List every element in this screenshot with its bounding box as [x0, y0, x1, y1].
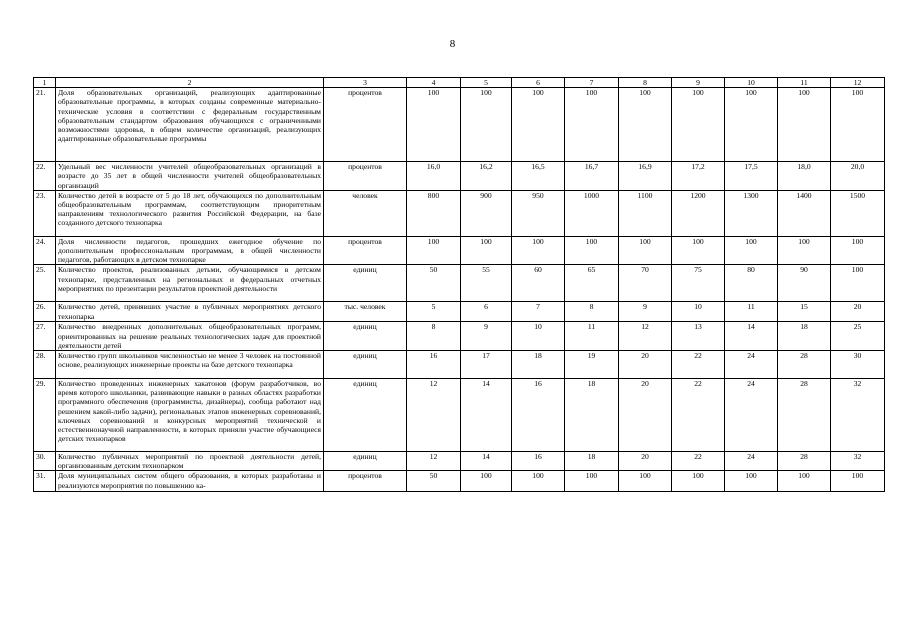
value-cell: 11: [565, 322, 619, 351]
value-cell: 28: [778, 379, 831, 452]
value-cell: 16: [407, 351, 461, 379]
indicator-name: Количество публичных мероприятий по проектной деятельности детей, организованным детским технопарком: [56, 452, 324, 471]
indicator-table: [33, 77, 885, 492]
value-cell: 100: [461, 236, 512, 265]
value-cell: 1000: [565, 190, 619, 236]
value-cell: 1300: [725, 190, 778, 236]
row-number: 28.: [34, 351, 56, 379]
value-cell: 100: [831, 265, 885, 302]
table-row: [34, 302, 885, 322]
value-cell: 32: [831, 379, 885, 452]
header-cell: 11: [778, 78, 831, 88]
header-cell: 10: [725, 78, 778, 88]
value-cell: 100: [407, 236, 461, 265]
value-cell: 18: [565, 379, 619, 452]
value-cell: 16,5: [512, 162, 565, 191]
value-cell: 15: [778, 302, 831, 322]
value-cell: 7: [512, 302, 565, 322]
header-cell: 5: [461, 78, 512, 88]
header-cell: 6: [512, 78, 565, 88]
value-cell: 12: [407, 379, 461, 452]
value-cell: 950: [512, 190, 565, 236]
value-cell: 6: [461, 302, 512, 322]
value-cell: 16,9: [619, 162, 672, 191]
value-cell: 20: [619, 452, 672, 471]
value-cell: 55: [461, 265, 512, 302]
table-row: [34, 452, 885, 471]
table-row: [34, 162, 885, 191]
value-cell: 16,2: [461, 162, 512, 191]
value-cell: 17,5: [725, 162, 778, 191]
unit-cell: тыс. человек: [324, 302, 407, 322]
value-cell: 24: [725, 452, 778, 471]
row-number: 27.: [34, 322, 56, 351]
value-cell: 100: [831, 471, 885, 492]
value-cell: 100: [778, 88, 831, 162]
indicator-name: Доля муниципальных систем общего образования, в которых разработаны и реализуются мероприятия по повышению ка-: [56, 471, 324, 492]
unit-cell: процентов: [324, 236, 407, 265]
indicator-name: Доля численности педагогов, прошедших ежегодное обучение по дополнительным профессиональным программам, в общей численности педагогов, работающих в детском технопарке: [56, 236, 324, 265]
value-cell: 100: [725, 471, 778, 492]
table-row: [34, 322, 885, 351]
value-cell: 75: [672, 265, 725, 302]
value-cell: 12: [407, 452, 461, 471]
value-cell: 24: [725, 379, 778, 452]
value-cell: 17: [461, 351, 512, 379]
value-cell: 16: [512, 452, 565, 471]
row-number: 23.: [34, 190, 56, 236]
row-number: 21.: [34, 88, 56, 162]
value-cell: 1100: [619, 190, 672, 236]
value-cell: 22: [672, 351, 725, 379]
value-cell: 65: [565, 265, 619, 302]
indicator-name: Удельный вес численности учителей общеобразовательных организаций в возрасте до 35 лет в общей численности учителей общеобразовательных организаций: [56, 162, 324, 191]
value-cell: 18: [512, 351, 565, 379]
value-cell: 10: [672, 302, 725, 322]
value-cell: 1400: [778, 190, 831, 236]
header-cell: 3: [324, 78, 407, 88]
indicator-name: Количество детей, принявших участие в публичных мероприятиях детского технопарка: [56, 302, 324, 322]
value-cell: 100: [778, 236, 831, 265]
table-row: [34, 265, 885, 302]
indicator-name: Количество внедренных дополнительных общеобразовательных программ, ориентированных на решение реальных технологических задач для проектной деятельности детей: [56, 322, 324, 351]
value-cell: 10: [512, 322, 565, 351]
header-cell: 12: [831, 78, 885, 88]
value-cell: 20: [831, 302, 885, 322]
value-cell: 20: [619, 351, 672, 379]
header-cell: 9: [672, 78, 725, 88]
value-cell: 25: [831, 322, 885, 351]
value-cell: 900: [461, 190, 512, 236]
value-cell: 60: [512, 265, 565, 302]
value-cell: 100: [461, 88, 512, 162]
value-cell: 20,0: [831, 162, 885, 191]
value-cell: 32: [831, 452, 885, 471]
indicator-name: Количество групп школьников численностью не менее 3 человек на постоянной основе, реализующих инженерные проекты на базе детского технопарка: [56, 351, 324, 379]
table-row: [34, 236, 885, 265]
value-cell: 100: [565, 471, 619, 492]
value-cell: 18: [565, 452, 619, 471]
value-cell: 70: [619, 265, 672, 302]
indicator-name: Количество проектов, реализованных детьми, обучающимися в детском технопарке, представленных на региональных и федеральных отчетных мероприятиях по презентации результатов проектной деятельности: [56, 265, 324, 302]
value-cell: 14: [461, 452, 512, 471]
indicator-name: Количество проведенных инженерных хакатонов (форум разработчиков, во время которого школьники, развивающие навыки в разных областях разработки программного обеспечения (программисты, дизайнеры), сообща работают над решением какой-либо задачи), региональных этапов инженерных соревнований, ключевых соревнований и конкурсных мероприятий технической и естественнонаучной направленности, в которых приняли участие обучающиеся детских технопарков: [56, 379, 324, 452]
value-cell: 30: [831, 351, 885, 379]
value-cell: 20: [619, 379, 672, 452]
value-cell: 12: [619, 322, 672, 351]
value-cell: 100: [512, 88, 565, 162]
value-cell: 100: [407, 88, 461, 162]
table-row: [34, 379, 885, 452]
value-cell: 800: [407, 190, 461, 236]
value-cell: 28: [778, 452, 831, 471]
value-cell: 9: [461, 322, 512, 351]
value-cell: 11: [725, 302, 778, 322]
header-cell: 2: [56, 78, 324, 88]
row-number: 30.: [34, 452, 56, 471]
unit-cell: единиц: [324, 452, 407, 471]
row-number: 29.: [34, 379, 56, 452]
unit-cell: процентов: [324, 471, 407, 492]
unit-cell: единиц: [324, 322, 407, 351]
value-cell: 8: [407, 322, 461, 351]
value-cell: 14: [461, 379, 512, 452]
value-cell: 16,7: [565, 162, 619, 191]
row-number: 22.: [34, 162, 56, 191]
value-cell: 14: [725, 322, 778, 351]
value-cell: 50: [407, 265, 461, 302]
value-cell: 100: [778, 471, 831, 492]
row-number: 31.: [34, 471, 56, 492]
value-cell: 22: [672, 379, 725, 452]
table-row: [34, 471, 885, 492]
value-cell: 18,0: [778, 162, 831, 191]
value-cell: 100: [725, 88, 778, 162]
value-cell: 100: [512, 471, 565, 492]
value-cell: 100: [565, 88, 619, 162]
value-cell: 100: [565, 236, 619, 265]
row-number: 25.: [34, 265, 56, 302]
value-cell: 1200: [672, 190, 725, 236]
value-cell: 100: [619, 236, 672, 265]
value-cell: 100: [461, 471, 512, 492]
value-cell: 100: [672, 88, 725, 162]
table-row: [34, 88, 885, 162]
value-cell: 100: [831, 88, 885, 162]
value-cell: 22: [672, 452, 725, 471]
header-cell: 8: [619, 78, 672, 88]
value-cell: 28: [778, 351, 831, 379]
page-number: 8: [449, 38, 456, 50]
value-cell: 16,0: [407, 162, 461, 191]
value-cell: 5: [407, 302, 461, 322]
value-cell: 50: [407, 471, 461, 492]
header-cell: 4: [407, 78, 461, 88]
value-cell: 100: [619, 88, 672, 162]
value-cell: 8: [565, 302, 619, 322]
value-cell: 100: [672, 236, 725, 265]
value-cell: 17,2: [672, 162, 725, 191]
unit-cell: человек: [324, 190, 407, 236]
value-cell: 24: [725, 351, 778, 379]
value-cell: 100: [512, 236, 565, 265]
unit-cell: единиц: [324, 379, 407, 452]
row-number: 24.: [34, 236, 56, 265]
value-cell: 100: [672, 471, 725, 492]
value-cell: 100: [619, 471, 672, 492]
unit-cell: единиц: [324, 351, 407, 379]
value-cell: 9: [619, 302, 672, 322]
value-cell: 100: [725, 236, 778, 265]
value-cell: 1500: [831, 190, 885, 236]
table-row: [34, 190, 885, 236]
indicator-name: Количество детей в возрасте от 5 до 18 лет, обучающихся по дополнительным общеобразовательным программам, соответствующим приоритетным направлениям технологического развития Российской Федерации, на базе созданного детского технопарка: [56, 190, 324, 236]
unit-cell: процентов: [324, 162, 407, 191]
value-cell: 16: [512, 379, 565, 452]
header-cell: 7: [565, 78, 619, 88]
table-header-row: [34, 78, 885, 88]
unit-cell: процентов: [324, 88, 407, 162]
indicator-name: Доля образовательных организаций, реализующих адаптированные образовательные программы, в которых созданы современные материально-технические условия в соответствии с федеральным государственным образовательным стандартом образования обучающихся с ограниченными возможностями здоровья, в общем количестве организаций, реализующих адаптированные образовательные программы: [56, 88, 324, 162]
value-cell: 19: [565, 351, 619, 379]
table-row: [34, 351, 885, 379]
value-cell: 90: [778, 265, 831, 302]
unit-cell: единиц: [324, 265, 407, 302]
value-cell: 100: [831, 236, 885, 265]
value-cell: 80: [725, 265, 778, 302]
row-number: 26.: [34, 302, 56, 322]
header-cell: 1: [34, 78, 56, 88]
value-cell: 18: [778, 322, 831, 351]
value-cell: 13: [672, 322, 725, 351]
